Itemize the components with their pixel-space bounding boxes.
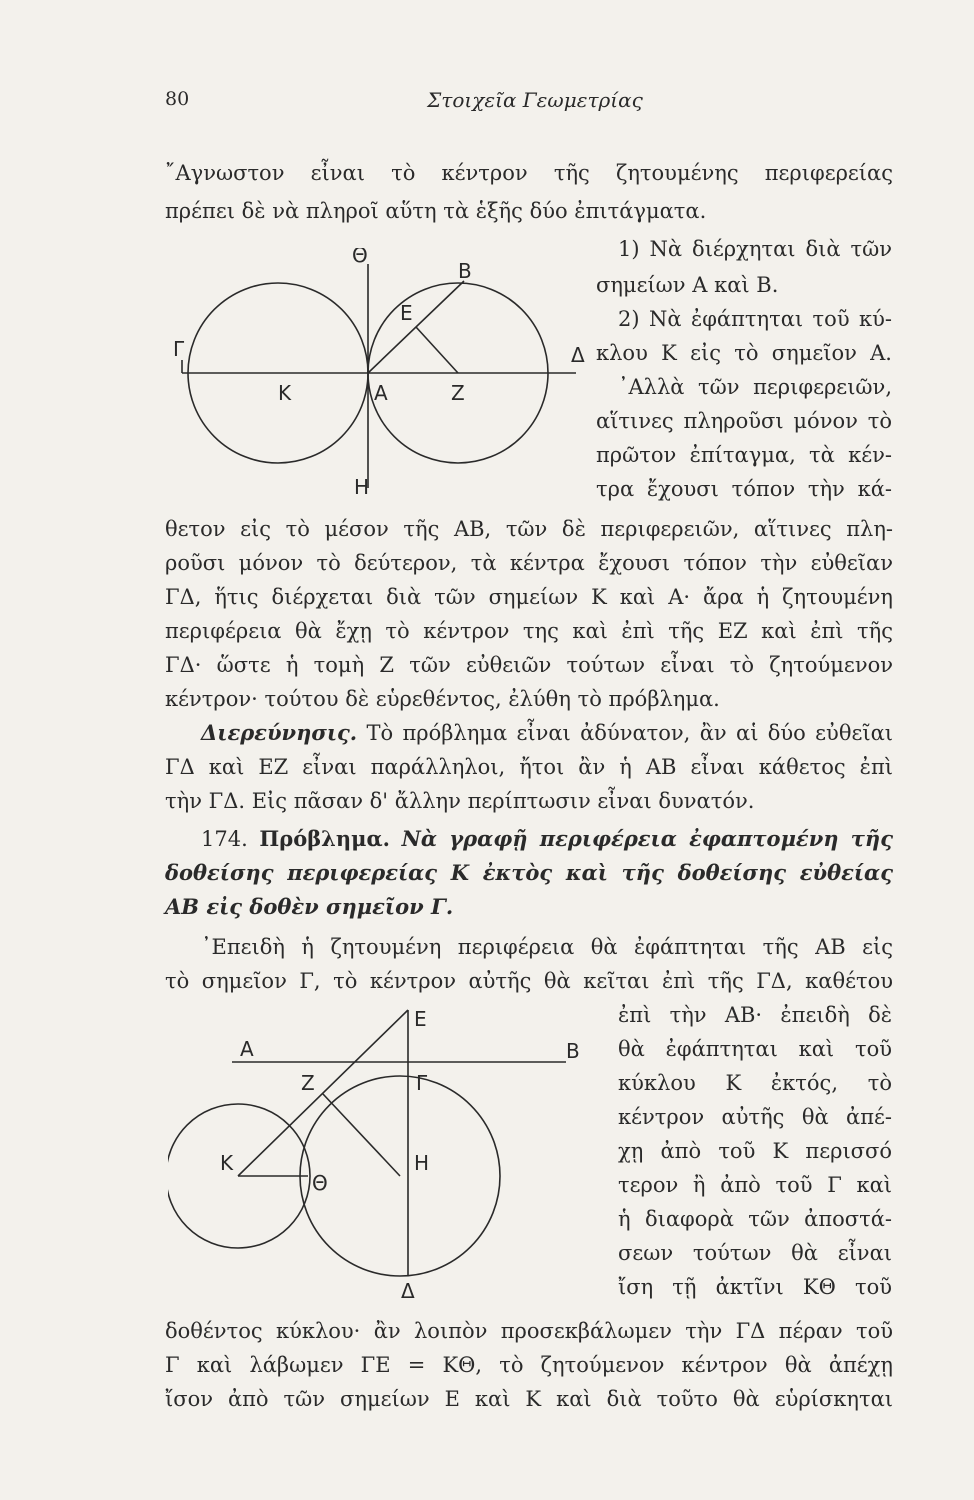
problem-statement-line: ΑΒ εἰς δοθὲν σημεῖον Γ. (165, 894, 454, 919)
label-delta: Δ (571, 343, 585, 367)
running-title: Στοιχεῖα Γεωμετρίας (427, 88, 643, 112)
label-gamma: Γ (416, 1071, 428, 1095)
label-k: Κ (278, 381, 292, 405)
problem-statement-line: δοθείσης περιφερείας Κ ἐκτὸς καὶ τῆς δοθείσης εὐθείας (165, 860, 893, 885)
label-k: Κ (220, 1151, 234, 1175)
text-line: περιφέρεια θὰ ἔχῃ τὸ κέντρον της καὶ ἐπὶ τῆς ΕΖ καὶ ἐπὶ τῆς (165, 619, 893, 643)
label-gamma: Γ (173, 337, 185, 361)
side-text-line: πρῶτον ἐπίταγμα, τὰ κέν- (596, 443, 892, 467)
side-text-line: ᾿Αλλὰ τῶν περιφερειῶν, (618, 375, 892, 399)
line-e-z (416, 327, 458, 373)
label-h: Η (354, 475, 370, 498)
text-line: Γ καὶ λάβωμεν ΓΕ = ΚΘ, τὸ ζητούμενον κέντρον θὰ ἀπέχῃ (165, 1353, 893, 1377)
page-header (165, 88, 895, 118)
side-text-line: σημείων Α καὶ Β. (596, 273, 779, 297)
line-k-e (238, 1010, 408, 1176)
text-line: ῎Αγνωστον εἶναι τὸ κέντρον τῆς ζητουμένης περιφερείας (165, 161, 893, 185)
side-text-line: κέντρον αὐτῆς θὰ ἀπέ- (618, 1105, 892, 1129)
figure-tangent-circle-line (168, 1004, 598, 1304)
text-line: ΓΔ· ὥστε ἡ τομὴ Ζ τῶν εὐθειῶν τούτων εἶναι τὸ ζητούμενον (165, 653, 893, 677)
side-text-line: ἐπὶ τὴν ΑΒ· ἐπειδὴ δὲ (618, 1003, 892, 1027)
label-a: Α (240, 1037, 254, 1061)
text-line: πρέπει δὲ νὰ πληροῖ αὕτη τὰ ἑξῆς δύο ἐπιτάγματα. (165, 199, 707, 223)
text-line: δοθέντος κύκλου· ἂν λοιπὸν προσεκβάλωμεν τὴν ΓΔ πέραν τοῦ (165, 1319, 893, 1343)
text-line: ᾿Επειδὴ ἡ ζητουμένη περιφέρεια θὰ ἐφάπτηται τῆς ΑΒ εἰς (201, 935, 893, 959)
side-text-line: 2) Νὰ ἐφάπτηται τοῦ κύ- (618, 307, 892, 331)
side-text-line: ἡ διαφορὰ τῶν ἀποστά- (618, 1207, 892, 1231)
line-z-h (323, 1094, 400, 1176)
text-line: ΓΔ, ἥτις διέρχεται διὰ τῶν σημείων Κ καὶ Α· ἄρα ἡ ζητουμένη (165, 585, 893, 609)
text-line: ΓΔ καὶ ΕΖ εἶναι παράλληλοι, ἤτοι ἂν ἡ ΑΒ εἶναι κάθετος ἐπὶ (165, 755, 893, 779)
text-line: κέντρον· τούτου δὲ εὑρεθέντος, ἐλύθη τὸ πρόβλημα. (165, 687, 720, 711)
text-line: ροῦσι μόνον τὸ δεύτερον, τὰ κέντρα ἔχουσι τόπον τὴν εὐθεῖαν (165, 551, 893, 575)
side-text-line: τρα ἔχουσι τόπον τὴν κά- (596, 477, 892, 501)
label-b: Β (566, 1039, 580, 1063)
side-text-line: αἵτινες πληροῦσι μόνον τὸ (596, 409, 892, 433)
text-line: ἴσον ἀπὸ τῶν σημείων Ε καὶ Κ καὶ διὰ τοῦτο θὰ εὑρίσκηται (165, 1387, 893, 1411)
label-b: Β (458, 259, 472, 283)
side-text-line: κύκλου Κ ἐκτός, τὸ (618, 1071, 892, 1095)
discussion-heading: Διερεύνησις. (201, 720, 358, 745)
problem-heading-line (201, 824, 893, 854)
label-e: Ε (400, 301, 413, 325)
discussion-text: Τὸ πρόβλημα εἶναι ἀδύνατον, ἂν αἱ δύο εὐθεῖαι (366, 721, 893, 745)
label-theta: Θ (352, 248, 368, 267)
label-a: Α (374, 381, 388, 405)
side-text-line: 1) Νὰ διέρχηται διὰ τῶν (618, 237, 892, 261)
label-e: Ε (414, 1007, 427, 1031)
side-text-line: ἴση τῇ ἀκτῖνι ΚΘ τοῦ (618, 1275, 892, 1299)
text-line: τὸ σημεῖον Γ, τὸ κέντρον αὐτῆς θὰ κεῖται ἐπὶ τῆς ΓΔ, καθέτου (165, 969, 893, 993)
problem-statement: Νὰ γραφῇ περιφέρεια ἐφαπτομένη τῆς (401, 826, 893, 851)
side-text-line: σεων τούτων θὰ εἶναι (618, 1241, 892, 1265)
label-h: Η (414, 1151, 430, 1175)
label-theta: Θ (312, 1171, 328, 1195)
problem-number: 174. (201, 827, 248, 851)
label-z: Ζ (301, 1071, 315, 1095)
page-number: 80 (165, 88, 190, 110)
figure-tangent-circles (168, 248, 598, 498)
text-line: θετον εἰς τὸ μέσον τῆς ΑΒ, τῶν δὲ περιφερειῶν, αἵτινες πλη- (165, 517, 893, 541)
side-text-line: κλου Κ εἰς τὸ σημεῖον Α. (596, 341, 892, 365)
problem-label: Πρόβλημα. (259, 826, 390, 851)
label-z: Ζ (451, 381, 465, 405)
side-text-line: τερον ἢ ἀπὸ τοῦ Γ καὶ (618, 1173, 892, 1197)
side-text-line: χῃ ἀπὸ τοῦ Κ περισσό (618, 1139, 892, 1163)
side-text-line: θὰ ἐφάπτηται καὶ τοῦ (618, 1037, 892, 1061)
text-line: τὴν ΓΔ. Εἰς πᾶσαν δ' ἄλλην περίπτωσιν εἶναι δυνατόν. (165, 789, 755, 813)
discussion-line (201, 718, 893, 748)
label-delta: Δ (401, 1279, 415, 1303)
